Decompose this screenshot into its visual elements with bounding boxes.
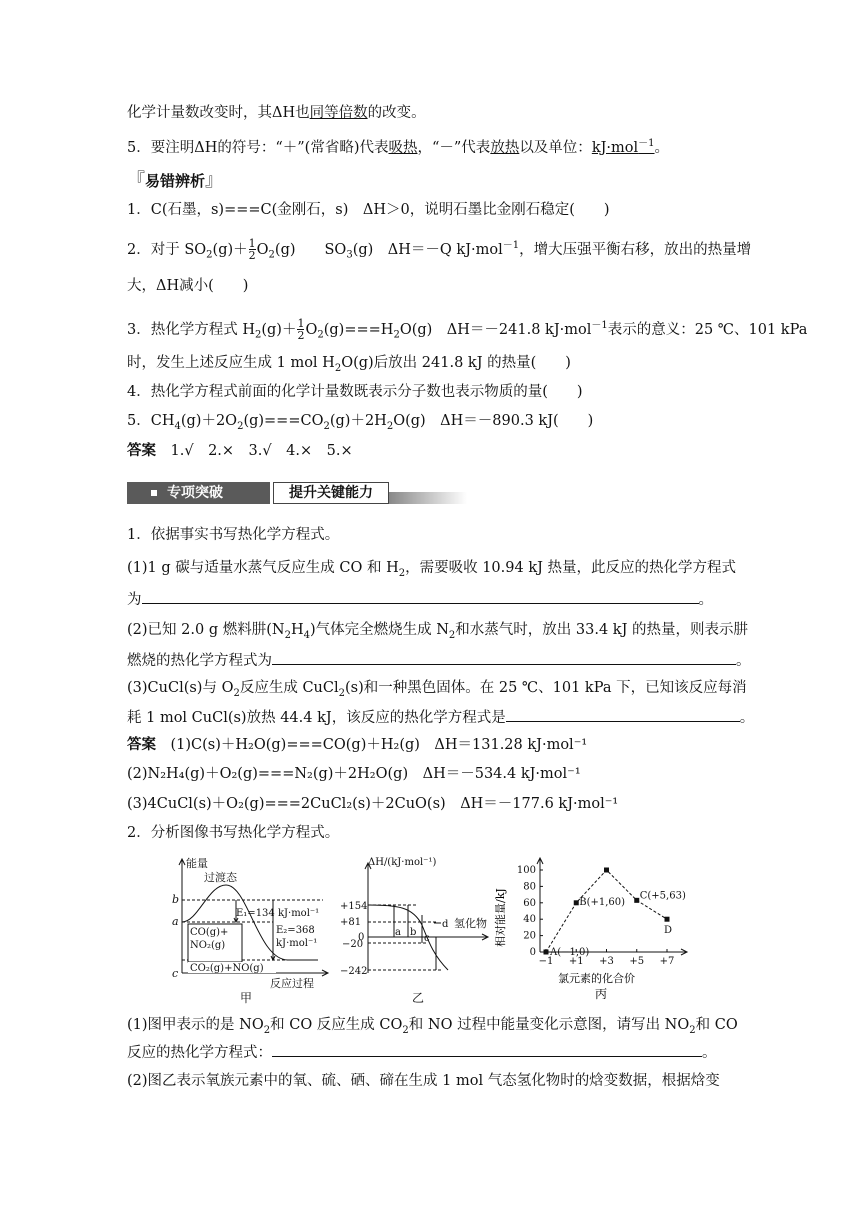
jia-level-c: c xyxy=(172,967,179,980)
bing-point-label: B(+1,60) xyxy=(579,896,626,908)
jia-caption: 甲 xyxy=(240,991,253,1005)
section2-title: 2．分析图像书写热化学方程式。 xyxy=(127,825,340,841)
jia-xlabel: 反应过程 xyxy=(270,977,314,990)
bing-x-tick-label: +5 xyxy=(629,956,645,967)
bing-y-tick-label: 0 xyxy=(529,947,536,958)
s1-p1-cont: 为 。 xyxy=(127,589,713,610)
yi-point-label: b xyxy=(410,927,417,938)
bing-point-label: D xyxy=(664,925,673,937)
yi-point-label: a xyxy=(395,927,401,938)
section-tag: 『易错辨析』 xyxy=(127,170,224,191)
jia-level-b: b xyxy=(172,893,180,906)
s1-p3-cont: 耗 1 mol CuCl(s)放热 44.4 kJ，该反应的热化学方程式是 。 xyxy=(127,707,754,728)
fraction: $\frac{1}{2}$ xyxy=(248,237,256,263)
jia-e2b: kJ·mol⁻¹ xyxy=(276,938,318,949)
yi-tick: +154 xyxy=(340,901,368,912)
bing-data-point xyxy=(544,950,549,955)
section1-title: 1．依据事实书写热化学方程式。 xyxy=(127,527,340,543)
jia-ts-label: 过渡态 xyxy=(204,871,237,884)
jia-level-a: a xyxy=(172,915,179,928)
question-2-cont: 大，ΔH减小( ) xyxy=(127,278,249,294)
bing-y-tick-label: 100 xyxy=(516,865,536,876)
question-3-cont: 时，发生上述反应生成 1 mol $H_2O(g)$后放出 241.8 kJ 的热量( ) xyxy=(127,355,571,374)
bing-caption: 丙 xyxy=(595,987,608,1001)
question-1: 1．C(石墨，s)===C(金刚石，s) ΔH＞0，说明石墨比金刚石稳定( ) xyxy=(127,202,610,218)
s1-p2: (2)已知 2.0 g 燃料肼$(N_2H_4)$气体完全燃烧生成 $N_2$和水蒸气时，放出 33.4 kJ 的热量，则表示肼 xyxy=(127,622,749,641)
s1-p1: (1)1 g 碳与适量水蒸气反应生成 CO 和 $H_2$，需要吸收 10.94 kJ 热量，此反应的热化学方程式 xyxy=(127,560,737,579)
banner-title: 专项突破 xyxy=(127,482,270,504)
bing-xlabel: 氯元素的化合价 xyxy=(558,972,635,985)
bing-data-point xyxy=(665,917,670,922)
answer-label: 答案 xyxy=(127,443,156,459)
banner-subtitle: 提升关键能力 xyxy=(273,482,389,504)
s1-answer-1: 答案 (1)C(s)＋H₂O(g)===CO(g)＋H₂(g) ΔH＝131.28 kJ·mol⁻¹ xyxy=(127,737,588,753)
bing-point-label: A(−1,0) xyxy=(550,947,590,958)
section-banner xyxy=(127,482,467,504)
bing-y-tick-label: 40 xyxy=(523,914,536,926)
s2-p2: (2)图乙表示氧族元素中的氧、硫、硒、碲在生成 1 mol 气态氢化物时的焓变数据，根据焓变 xyxy=(127,1073,720,1089)
bing-data-point xyxy=(634,898,639,903)
answer-blank[interactable] xyxy=(142,589,699,604)
bing-point-label: C(+5,63) xyxy=(639,890,686,902)
jia-e1: E₁=134 kJ·mol⁻¹ xyxy=(236,908,320,919)
bing-y-tick-label: 80 xyxy=(523,881,536,893)
bing-y-tick-label: 60 xyxy=(523,897,536,909)
s2-p1: (1)图甲表示的是 $NO_2$和 CO 反应生成 $CO_2$和 NO 过程中能量变化示意图，请写出 $NO_2$和 CO xyxy=(127,1017,738,1036)
bing-x-tick-label: +3 xyxy=(599,956,614,967)
bing-data-point xyxy=(604,868,609,873)
answer-blank[interactable] xyxy=(272,1042,702,1057)
s1-p3: (3)CuCl(s)与 $O_2$反应生成 CuCl$_2$(s)和一种黑色固体。在 25 ℃、101 kPa 下，已知该反应每消 xyxy=(127,680,747,699)
question-3: 3．热化学方程式 $H_2(g)+$ $\frac{1}{2}$ $O_2(g)===H_2O(g)$ ΔH＝－241.8 kJ·mol$^{-1}$表示的意义：25 ℃、101 kPa xyxy=(127,317,808,343)
answer-blank[interactable] xyxy=(506,707,740,722)
jia-e2a: E₂=368 xyxy=(276,925,315,936)
fraction: $\frac{1}{2}$ xyxy=(297,317,305,343)
bing-series-line xyxy=(546,870,667,952)
s1-p2-cont: 燃烧的热化学方程式为 。 xyxy=(127,650,751,671)
s1-answer-2: (2)N₂H₄(g)＋O₂(g)===N₂(g)＋2H₂O(g) ΔH＝－534.4 kJ·mol⁻¹ xyxy=(127,766,581,782)
text-line: 化学计量数改变时，其ΔH也同等倍数的改变。 xyxy=(127,105,426,121)
figure-bing xyxy=(492,852,702,1007)
yi-tick: −20 xyxy=(342,939,364,950)
text-line: 5．要注明ΔH的符号：“＋”(常省略)代表吸热，“－”代表放热以及单位：kJ·mol$^{-1}$。 xyxy=(127,138,670,156)
jia-products: CO₂(g)+NO(g) xyxy=(190,963,264,974)
yi-tick: +81 xyxy=(340,917,362,928)
yi-ylabel: ΔH/(kJ·mol⁻¹) xyxy=(368,857,437,868)
bing-data-point xyxy=(574,900,579,905)
figure-yi xyxy=(338,855,500,1005)
bing-y-tick-label: 20 xyxy=(523,930,536,942)
question-4: 4．热化学方程式前面的化学计量数既表示分子数也表示物质的量( ) xyxy=(127,384,583,400)
yi-xlabel: 氢化物 xyxy=(454,917,487,930)
jia-reactants-1: CO(g)+ xyxy=(190,927,229,938)
yi-tick: 0 xyxy=(358,932,365,943)
bing-ylabel: 相对能量/kJ xyxy=(494,888,507,947)
answer-line: 答案 1.√ 2.× 3.√ 4.× 5.× xyxy=(127,443,353,459)
yi-point-label: c xyxy=(424,933,430,944)
bing-x-tick-label: +7 xyxy=(659,956,675,967)
jia-reactants-2: NO₂(g) xyxy=(190,940,226,951)
s2-p1-cont: 反应的热化学方程式： 。 xyxy=(127,1042,717,1063)
s1-answer-3: (3)4CuCl(s)＋O₂(g)===2CuCl₂(s)＋2CuO(s) ΔH＝－177.6 kJ·mol⁻¹ xyxy=(127,796,619,812)
figure-jia xyxy=(168,855,338,1005)
question-5: 5．$CH_4(g)+2O_2(g)===CO_2(g)+2H_2O(g)$ ΔH＝－890.3 kJ( ) xyxy=(127,413,594,432)
yi-caption: 乙 xyxy=(412,991,425,1005)
answer-blank[interactable] xyxy=(272,650,736,665)
section-tag-label: 易错辨析 xyxy=(145,172,206,190)
bing-x-tick-label: −1 xyxy=(538,956,554,967)
question-2: 2．对于 $SO_2(g)+$ $\frac{1}{2}$ $O_2(g)$ $SO_3(g)$ ΔH＝－Q kJ·mol$^{-1}$，增大压强平衡右移，放出的热量增 xyxy=(127,237,752,263)
jia-ylabel: 能量 xyxy=(186,857,208,870)
bing-x-tick-label: +1 xyxy=(568,956,584,967)
yi-point-label: d xyxy=(442,919,449,930)
yi-tick: −242 xyxy=(340,966,368,977)
